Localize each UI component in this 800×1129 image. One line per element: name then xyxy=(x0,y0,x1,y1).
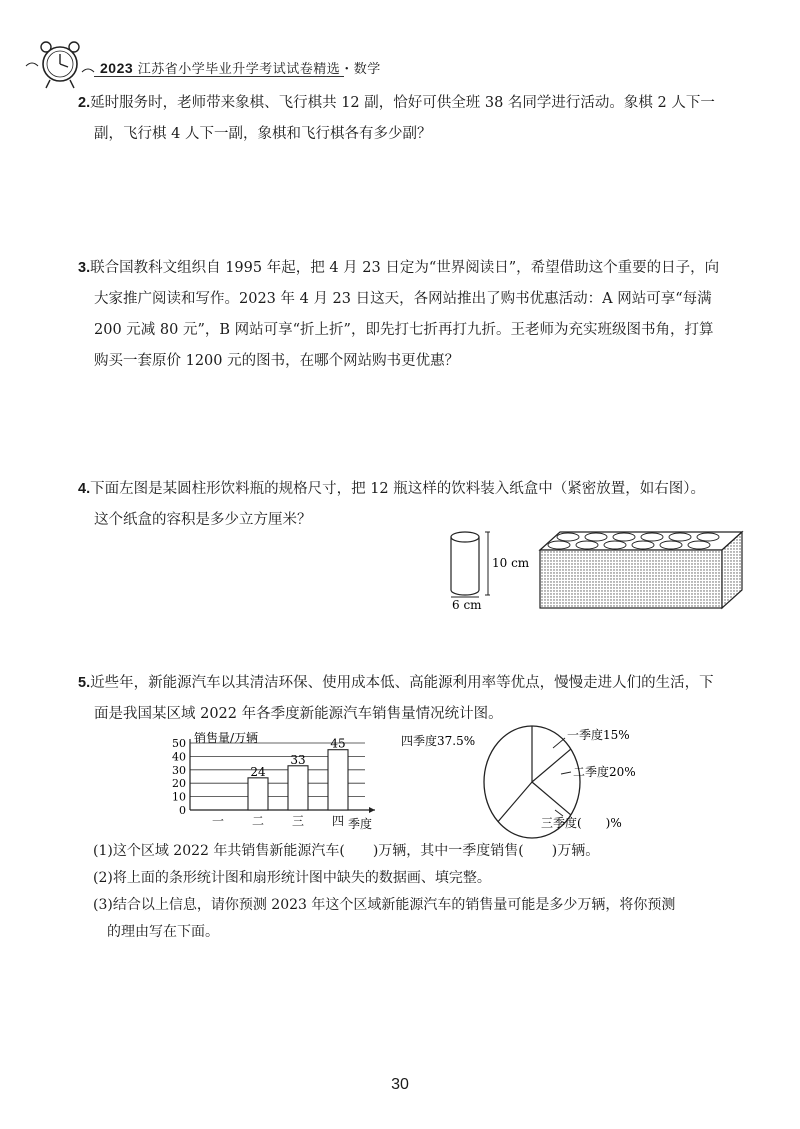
question-text: 副，飞行棋 4 人下一副，象棋和飞行棋各有多少副？ xyxy=(94,126,432,142)
bar-chart-category-label: 三 xyxy=(291,814,305,828)
bar-chart-category-label: 一 xyxy=(211,814,225,828)
pie-chart xyxy=(395,722,715,842)
sub-questions xyxy=(93,838,763,946)
diameter-label: 6 cm xyxy=(452,598,482,612)
header-divider xyxy=(94,76,344,77)
header-title xyxy=(100,58,381,77)
box-bottle-top xyxy=(585,533,607,541)
question-text: 面是我国某区域 2022 年各季度新能源汽车销售量情况统计图。 xyxy=(94,706,503,722)
sub-question-3-cont: 的理由写在下面。 xyxy=(93,924,219,940)
bar-chart-bar xyxy=(288,766,308,810)
bar-chart-xlabel: 季度 xyxy=(348,817,373,831)
bar-chart-value-label: 24 xyxy=(250,764,266,779)
question-4 xyxy=(78,474,758,536)
bar-chart-category-label: 二 xyxy=(251,814,265,828)
bar-chart-bar xyxy=(248,778,268,810)
bar-chart-value-label: 33 xyxy=(290,752,306,767)
question-number: 4. xyxy=(78,481,91,497)
bottle-bottom xyxy=(451,590,479,595)
box-bottle-top xyxy=(576,541,598,549)
header-year: 2023 xyxy=(100,60,134,76)
pie-label-q2: 二季度20% xyxy=(573,765,636,779)
box-bottle-top xyxy=(613,533,635,541)
bar-chart-bars xyxy=(212,737,348,828)
bar-chart-ylabel: 销售量/万辆 xyxy=(194,731,259,745)
question-text: 下面左图是某圆柱形饮料瓶的规格尺寸，把 12 瓶这样的饮料装入纸盒中（紧密放置，如右图）。 xyxy=(90,481,706,497)
box-bottle-top xyxy=(632,541,654,549)
question-number: 5. xyxy=(78,675,91,691)
box-bottle-top xyxy=(660,541,682,549)
sub-question-1: (1)这个区域 2022 年共销售新能源汽车( )万辆，其中一季度销售( )万辆。 xyxy=(93,843,600,859)
box-bottle-top xyxy=(641,533,663,541)
question-text: 200 元减 80 元”，B 网站可享“折上折”，即先打七折再打九折。王老师为充实班级图书角，打算 xyxy=(94,322,714,338)
pie-label-q4: 四季度37.5% xyxy=(401,734,476,748)
question-number: 2. xyxy=(78,95,91,111)
question-5 xyxy=(78,668,758,730)
bar-chart-bar xyxy=(328,750,348,810)
alarm-clock-icon xyxy=(22,36,96,92)
pie-label-q1: 一季度15% xyxy=(567,728,630,742)
bar-chart-ytick-label: 10 xyxy=(172,790,186,804)
bar-chart-ytick-label: 0 xyxy=(179,804,186,817)
question-text: 这个纸盒的容积是多少立方厘米？ xyxy=(94,512,312,528)
bar-chart-value-label: 45 xyxy=(330,736,346,751)
page-number: 30 xyxy=(391,1076,409,1093)
question-2 xyxy=(78,88,758,150)
header-title-text: 江苏省小学毕业升学考试试卷精选・数学 xyxy=(137,62,381,77)
bar-chart-ytick-label: 30 xyxy=(172,763,186,777)
question-text: 购买一套原价 1200 元的图书，在哪个网站购书更优惠？ xyxy=(94,353,460,369)
bar-chart-ytick-label: 50 xyxy=(172,737,186,750)
question-text: 大家推广阅读和写作。2023 年 4 月 23 日这天，各网站推出了购书优惠活动：A 网站可享“每满 xyxy=(94,291,712,307)
bottle-figure xyxy=(440,525,540,615)
question-text: 近些年，新能源汽车以其清洁环保、使用成本低、高能源利用率等优点，慢慢走进人们的生活，下 xyxy=(90,675,714,691)
bar-chart-ytick-label: 20 xyxy=(172,777,186,791)
pie-label-q3: 三季度( )% xyxy=(541,816,622,830)
bar-chart xyxy=(160,730,400,832)
box-bottle-top xyxy=(669,533,691,541)
sub-question-2: (2)将上面的条形统计图和扇形统计图中缺失的数据画、填完整。 xyxy=(93,870,491,886)
question-number: 3. xyxy=(78,260,91,276)
box-bottle-top xyxy=(697,533,719,541)
box-bottle-top xyxy=(557,533,579,541)
question-3 xyxy=(78,253,758,377)
box-figure xyxy=(538,530,748,612)
bar-chart-ytick-label: 40 xyxy=(172,750,186,764)
question-text: 延时服务时，老师带来象棋、飞行棋共 12 副，恰好可供全班 38 名同学进行活动。象棋 2 人下一 xyxy=(90,95,715,111)
bar-chart-category-label: 四 xyxy=(331,814,345,828)
question-text: 联合国教科文组织自 1995 年起，把 4 月 23 日定为“世界阅读日”，希望借助这个重要的日子，向 xyxy=(90,260,720,276)
sub-question-3: (3)结合以上信息，请你预测 2023 年这个区域新能源汽车的销售量可能是多少万辆，将你预测 xyxy=(93,897,676,913)
box-front-face xyxy=(540,550,722,608)
box-bottle-top xyxy=(604,541,626,549)
bar-chart-x-arrow xyxy=(369,807,375,813)
bottle-top xyxy=(451,532,479,542)
box-bottle-top xyxy=(548,541,570,549)
height-label: 10 cm xyxy=(492,556,530,570)
box-bottle-top xyxy=(688,541,710,549)
